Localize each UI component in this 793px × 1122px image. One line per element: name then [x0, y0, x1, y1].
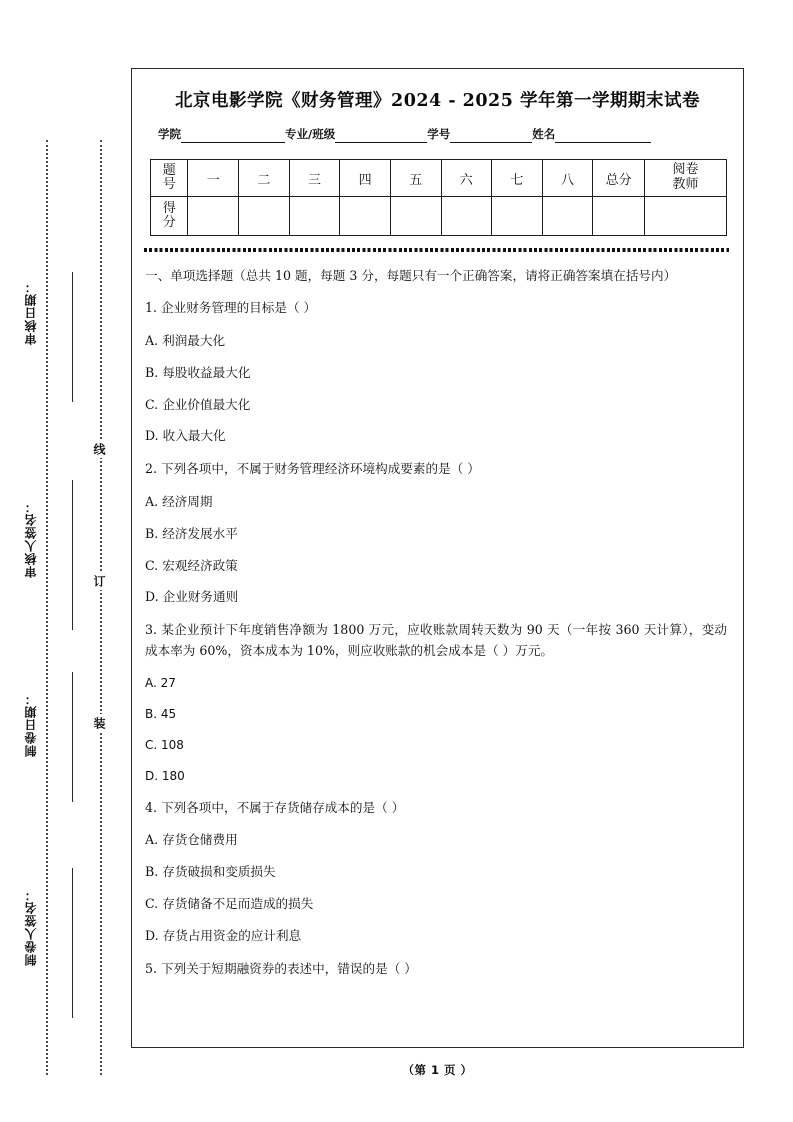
row-header-question-no	[151, 160, 188, 197]
score-cell-8[interactable]	[542, 197, 593, 236]
col-header-1: 一	[188, 160, 239, 197]
question-4-option-b[interactable]: B. 存货破损和变质损失	[145, 864, 276, 880]
question-3-stem: 3. 某企业预计下年度销售净额为 1800 万元，应收账款周转天数为 90 天（一年按 360 天计算），变动成本率为 60%，资本成本为 10%，则应收账款的机会成本是（ ）万元。	[145, 622, 727, 658]
row-header-question-no-char2: 号	[162, 177, 176, 192]
question-body	[145, 266, 727, 979]
col-header-7: 七	[492, 160, 543, 197]
score-cell-3[interactable]	[289, 197, 340, 236]
left-margin-annotations	[0, 0, 130, 1122]
field-name-label: 姓名	[532, 127, 556, 141]
page-title: 北京电影学院《财务管理》2024 - 2025 学年第一学期期末试卷	[175, 91, 700, 111]
question-4-option-c[interactable]: C. 存货储备不足而造成的损失	[145, 896, 314, 912]
question-2-option-c[interactable]: C. 宏观经济政策	[145, 557, 238, 573]
binding-char-xian: 线	[92, 440, 108, 458]
page-footer: （第 1 页 ）	[402, 1063, 473, 1077]
field-student-id-input[interactable]	[450, 129, 532, 143]
score-cell-1[interactable]	[188, 197, 239, 236]
score-cell-6[interactable]	[441, 197, 492, 236]
row-header-score-char1: 得	[162, 200, 176, 216]
field-major-class-label: 专业/班级	[285, 127, 336, 141]
field-major-class	[285, 126, 427, 143]
question-3-option-d[interactable]: D. 180	[145, 769, 185, 784]
section-divider	[144, 248, 729, 252]
score-cell-2[interactable]	[239, 197, 290, 236]
field-college-label: 学院	[158, 127, 181, 141]
col-header-4: 四	[340, 160, 391, 197]
field-name-input[interactable]	[555, 129, 651, 143]
binding-char-ding: 订	[92, 572, 108, 590]
question-2-option-a[interactable]: A. 经济周期	[145, 493, 213, 509]
field-college-input[interactable]	[181, 129, 285, 143]
col-header-8: 八	[542, 160, 593, 197]
col-header-6: 六	[441, 160, 492, 197]
question-2-option-b[interactable]: B. 经济发展水平	[145, 525, 238, 541]
margin-label-auditor-signature: 审核人签名：	[24, 500, 38, 578]
question-5-stem: 5. 下列关于短期融资券的表述中，错误的是（ ）	[145, 961, 417, 977]
score-cell-grader[interactable]	[644, 197, 726, 236]
col-header-2: 二	[239, 160, 290, 197]
question-3-option-c[interactable]: C. 108	[145, 738, 184, 753]
col-header-grader-line2: 教师	[672, 177, 699, 192]
question-2-stem: 2. 下列各项中，不属于财务管理经济环境构成要素的是（ ）	[145, 461, 480, 477]
margin-label-prepare-date: 制卷日期：	[24, 692, 38, 757]
outer-dotted-line	[46, 140, 48, 1075]
inner-dotted-line	[100, 140, 102, 1075]
score-table	[150, 159, 727, 236]
question-1-option-a[interactable]: A. 利润最大化	[145, 332, 226, 348]
section-heading: 一、单项选择题（总共 10 题，每题 3 分，每题只有一个正确答案，请将正确答案填在括号内）	[145, 268, 677, 283]
score-cell-total[interactable]	[593, 197, 645, 236]
margin-rule-3	[72, 672, 73, 802]
question-4-option-a[interactable]: A. 存货仓储费用	[145, 832, 238, 848]
binding-char-zhuang: 装	[92, 714, 108, 732]
field-student-id-label: 学号	[427, 127, 451, 141]
table-row-scores	[151, 197, 727, 236]
margin-rule-1	[72, 272, 73, 402]
question-2-option-d[interactable]: D. 企业财务通则	[145, 589, 239, 605]
score-table-wrapper	[150, 159, 727, 236]
margin-label-preparer-signature: 制卷人签名：	[24, 888, 38, 966]
question-3-option-b[interactable]: B. 45	[145, 707, 177, 722]
question-1-option-b[interactable]: B. 每股收益最大化	[145, 364, 251, 380]
margin-rule-2	[72, 480, 73, 630]
field-college	[158, 126, 285, 143]
student-info-row	[158, 126, 725, 143]
row-header-score-char2: 分	[162, 215, 176, 230]
col-header-3: 三	[289, 160, 340, 197]
margin-label-audit-date: 审核日期：	[24, 280, 38, 345]
score-cell-5[interactable]	[390, 197, 441, 236]
col-header-5: 五	[390, 160, 441, 197]
question-4-option-d[interactable]: D. 存货占用资金的应计利息	[145, 928, 302, 944]
exam-sheet	[131, 68, 744, 1048]
question-1-option-d[interactable]: D. 收入最大化	[145, 428, 226, 444]
col-header-grader	[644, 160, 726, 197]
question-4-stem: 4. 下列各项中，不属于存货储存成本的是（ ）	[145, 800, 405, 816]
field-major-class-input[interactable]	[335, 129, 427, 143]
col-header-total: 总分	[593, 160, 645, 197]
col-header-grader-line1: 阅卷	[672, 162, 699, 178]
field-name	[532, 126, 651, 143]
question-3-option-a[interactable]: A. 27	[145, 676, 176, 691]
question-1-stem: 1. 企业财务管理的目标是（ ）	[145, 300, 317, 316]
row-header-question-no-char1: 题	[162, 162, 176, 178]
field-student-id	[427, 126, 532, 143]
row-header-score	[151, 197, 188, 236]
table-row-question-numbers	[151, 160, 727, 197]
score-cell-4[interactable]	[340, 197, 391, 236]
score-cell-7[interactable]	[492, 197, 543, 236]
question-1-option-c[interactable]: C. 企业价值最大化	[145, 396, 251, 412]
margin-rule-4	[72, 868, 73, 1018]
